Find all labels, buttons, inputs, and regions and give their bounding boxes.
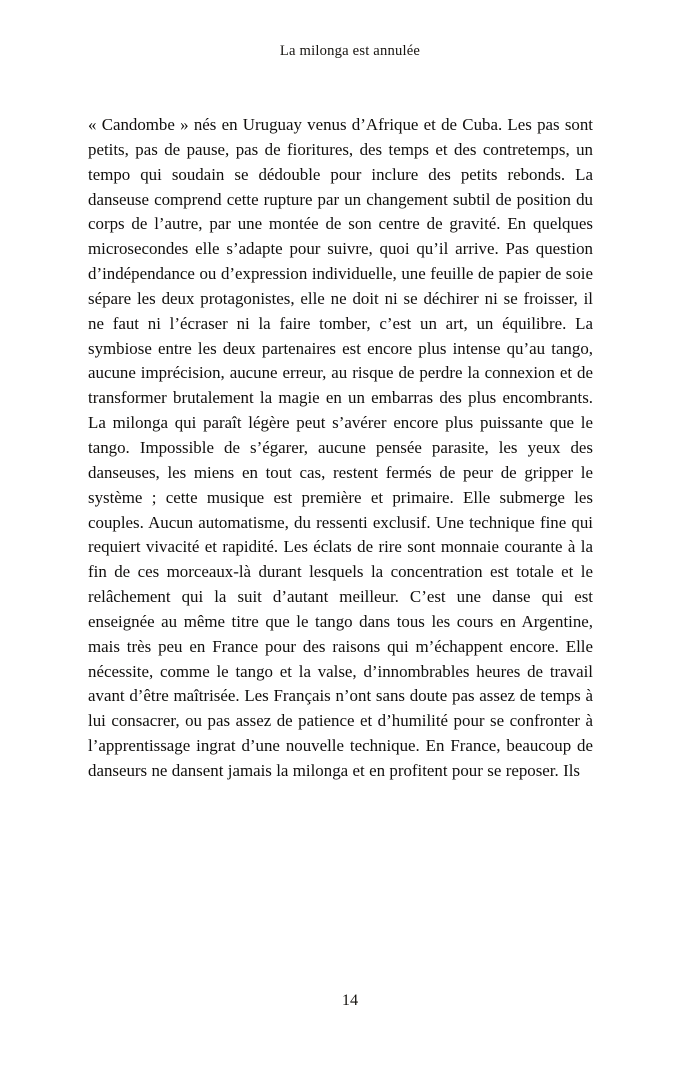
body-text-block [88, 113, 593, 784]
body-paragraph: « Candombe » nés en Uruguay venus d’Afrique et de Cuba. Les pas sont petits, pas de pause, pas de fioritures, des temps et des contretemps, un tempo qui soudain se dédouble pour inclure des petits rebonds. La danseuse comprend cette rupture par un changement subtil de position du corps de l’autre, par une montée de son centre de gravité. En quelques microsecondes elle s’adapte pour suivre, quoi qu’il arrive. Pas question d’indépendance ou d’expression individuelle, une feuille de papier de soie sépare les deux protagonistes, elle ne doit ni se déchirer ni se froisser, il ne faut ni l’écraser ni la faire tomber, c’est un art, un équilibre. La symbiose entre les deux partenaires est encore plus intense qu’au tango, aucune imprécision, aucune erreur, au risque de perdre la connexion et de transformer brutalement la magie en un embarras des plus encombrants. La milonga qui paraît légère peut s’avérer encore plus puissante que le tango. Impossible de s’égarer, aucune pensée parasite, les yeux des danseuses, les miens en tout cas, restent fermés de peur de gripper le système ; cette musique est première et primaire. Elle submerge les couples. Aucun automatisme, du ressenti exclusif. Une technique fine qui requiert vivacité et rapidité. Les éclats de rire sont monnaie courante à la fin de ces morceaux-là durant lesquels la concentration est totale et le relâchement qui la suit d’autant meilleur. C’est une danse qui est enseignée au même titre que le tango dans tous les cours en Argentine, mais très peu en France pour des raisons qui m’échappent encore. Elle nécessite, comme le tango et la valse, d’innombrables heures de travail avant d’être maîtrisée. Les Français n’ont sans doute pas assez de temps à lui consacrer, ou pas assez de patience et d’humilité pour se confronter à l’apprentissage ingrat d’une nouvelle technique. En France, beaucoup de danseurs ne dansent jamais la milonga et en profitent pour se reposer. Ils [88, 115, 593, 780]
running-header: La milonga est annulée [279, 43, 421, 59]
page-number: 14 [341, 991, 359, 1009]
